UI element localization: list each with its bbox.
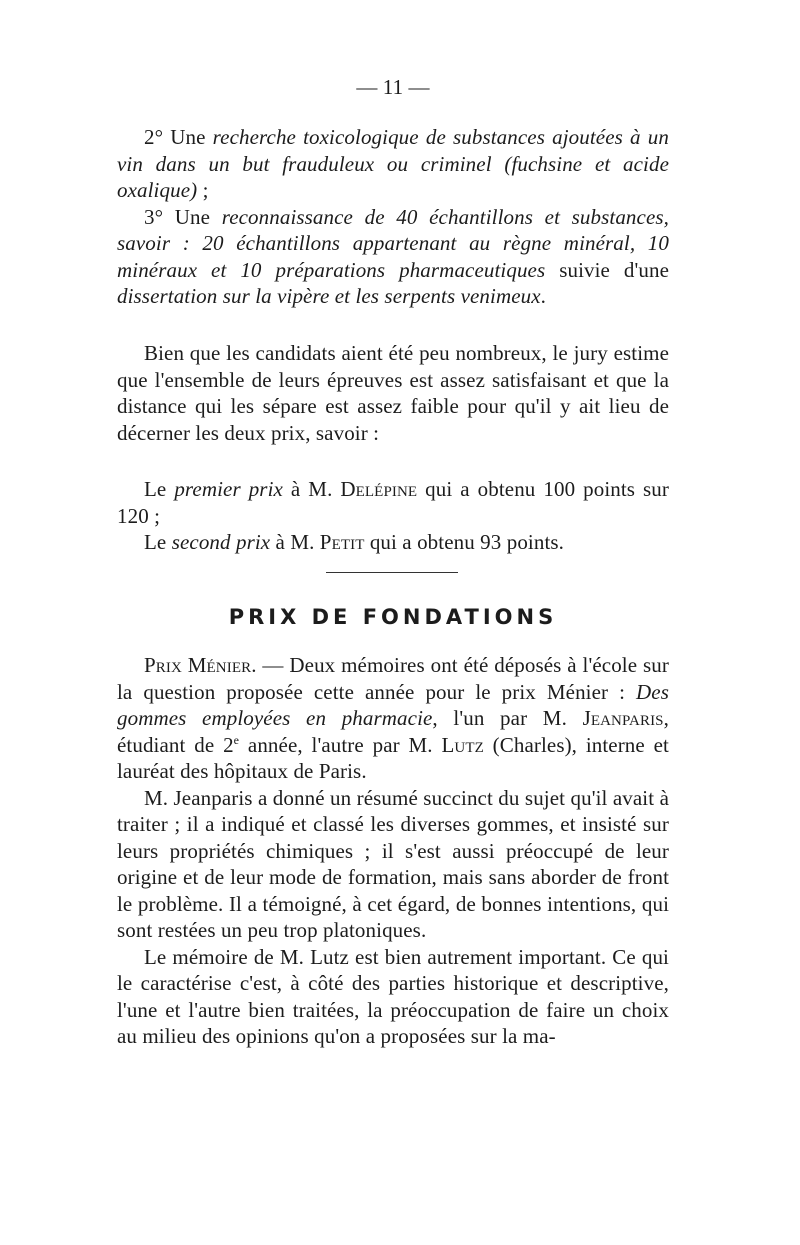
numbered-list <box>117 124 669 310</box>
section-divider <box>326 572 458 573</box>
list-item-3: 3° Une reconnaissance de 40 échantillons et substances, savoir : 20 échantillons appartenant au règne minéral, 10 minéraux et 10 préparations pharmaceutiques suivie d'une dissertation sur la vipère et les serpents venimeux. <box>117 204 669 308</box>
jeanparis-paragraph: M. Jeanparis a donné un résumé succinct du sujet qu'il avait à traiter ; il a indiqué et classé les diverses gommes, et insisté sur leurs propriétés chimiques ; il s'est aussi préoccupé de leur origine et de leur mode de formation, mais sans aborder de front le problème. Il a témoigné, à cet égard, de bonnes intentions, qui sont restées un peu trop platoniques. <box>117 785 669 942</box>
menier-prize-section <box>117 652 669 1050</box>
second-prize: Le second prix à M. Petit qui a obtenu 93 points. <box>144 530 565 554</box>
prize-list <box>117 476 669 556</box>
menier-intro: Prix Ménier. — Deux mémoires ont été déposés à l'école sur la question proposée cette année pour le prix Ménier : Des gommes employées en pharmacie, l'un par M. Jeanparis, étudiant de 2e année, l'autre par M. Lutz (Charles), interne et lauréat des hôpitaux de Paris. <box>117 653 669 783</box>
list-item-3-italic-2: dissertation sur la vipère et les serpents venimeux <box>117 284 541 308</box>
list-item-2-italic: recherche toxicologique de substances ajoutées à un vin dans un but frauduleux ou criminel (fuchsine et acide oxalique) <box>117 125 669 202</box>
section-heading: PRIX DE FONDATIONS <box>228 605 558 629</box>
first-prize: Le premier prix à M. Delépine qui a obtenu 100 points sur 120 ; <box>117 477 670 528</box>
menier-label: Prix Ménier. <box>144 653 257 677</box>
list-item-2: 2° Une recherche toxicologique de substances ajoutées à un vin dans un but frauduleux ou criminel (fuchsine et acide oxalique) ; <box>117 125 669 202</box>
lutz-paragraph: Le mémoire de M. Lutz est bien autrement important. Ce qui le caractérise c'est, à côté des parties historique et descriptive, l'une et l'autre bien traitées, la préoccupation de faire un choix au milieu des opinions qu'on a proposées sur la ma- <box>117 944 669 1048</box>
page-number: — 11 — <box>356 75 430 99</box>
menier-topic: Des gommes employées en pharmacie <box>117 679 669 730</box>
jury-verdict: Bien que les candidats aient été peu nombreux, le jury estime que l'ensemble de leurs épreuves est assez satisfaisant et que la distance qui les sépare est assez faible pour qu'il y ait lieu de décerner les deux prix, savoir : <box>117 341 669 445</box>
list-item-3-italic: reconnaissance de 40 échantillons et substances, savoir : 20 échantillons appartenant au règne minéral, 10 minéraux et 10 préparations pharmaceutiques <box>117 204 669 282</box>
